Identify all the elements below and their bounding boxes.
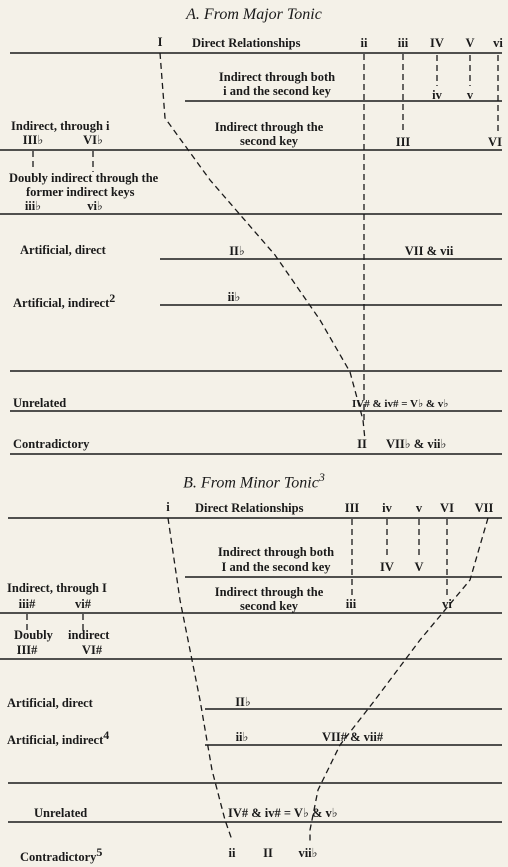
b-chord-vi-sharp: vi# [75,597,91,611]
a-chord-VII-flat-and-vii-flat: VII♭ & vii♭ [386,437,447,451]
a-direct-label: Direct Relationships [192,36,301,50]
a-chord-ii-flat: ii♭ [227,290,241,304]
b-dash-VII-curve [310,518,488,842]
a-chord-III-flat: III♭ [22,133,44,147]
b-chord-VI: VI [440,501,454,515]
a-indirect-both-label-1: Indirect through both [218,70,336,84]
b-chord-ii: ii [228,846,236,860]
b-contradictory-text: Contradictory [20,850,97,865]
a-chord-iii: iii [397,36,409,50]
b-chord-vi: vi [442,597,452,611]
b-direct-label: Direct Relationships [195,501,304,515]
b-indirect-through-I-label: Indirect, through I [7,581,107,595]
b-chord-II-flat: II♭ [235,695,251,709]
a-chord-VI: VI [488,135,502,149]
a-chord-III: III [395,135,411,149]
a-chord-V: V [465,36,475,50]
b-chord-VI-sharp: VI# [81,643,103,657]
a-artificial-indirect-label [13,292,115,310]
b-indirect-both-label-2: I and the second key [221,560,331,574]
b-indirect-second-label-1: Indirect through the [214,585,324,599]
b-artificial-indirect-label [7,729,109,747]
title-minor-tonic [183,471,325,491]
a-chord-vi: vi [493,36,503,50]
a-chord-IV: IV [430,36,444,50]
a-dash-tonic-curve [160,53,365,440]
a-chord-I: I [157,35,163,49]
b-chord-II: II [263,846,273,860]
b-footnote-4: 4 [103,728,110,742]
b-unrelated-label: Unrelated [34,806,88,820]
b-chord-vii-flat: vii♭ [298,846,318,860]
a-artificial-direct-label: Artificial, direct [20,243,106,257]
a-chord-VI-flat: VI♭ [83,133,103,147]
a-artificial-indirect-text: Artificial, indirect [13,296,110,311]
b-chord-V: V [414,560,424,574]
a-footnote-2: 2 [109,291,116,305]
a-unrelated-chords: IV# & iv# = V♭ & v♭ [352,398,449,410]
title-minor-text: B. From Minor Tonic [183,474,319,492]
a-doubly-label-1: Doubly indirect through the [9,171,159,185]
a-indirect-through-i-label: Indirect, through i [11,119,110,133]
b-footnote-5: 5 [96,845,103,859]
b-artificial-indirect-text: Artificial, indirect [7,733,104,748]
b-chord-VII-sharp-and-vii-sharp: VII# & vii# [322,730,384,744]
b-chord-iv: iv [382,501,392,515]
b-indirect-second-label-2: second key [240,599,298,613]
a-chord-iii-flat: iii♭ [24,199,42,213]
b-chord-iii: iii [345,597,357,611]
b-chord-VII: VII [474,501,494,515]
a-doubly-label-2: former indirect keys [26,185,135,199]
a-indirect-second-label-1: Indirect through the [214,120,324,134]
b-chord-III-sharp: III# [16,643,38,657]
b-doubly-label-2: indirect [68,628,110,642]
a-chord-II: II [357,437,367,451]
a-indirect-second-label-2: second key [240,134,298,148]
a-chord-ii: ii [360,36,368,50]
b-chord-i: i [166,500,170,514]
a-indirect-both-label-2: i and the second key [223,84,331,98]
title-major-tonic: A. From Major Tonic [186,6,322,23]
a-contradictory-label: Contradictory [13,437,90,451]
a-chord-iv: iv [432,88,442,102]
b-footnote-3: 3 [318,470,325,484]
a-chord-II-flat: II♭ [229,244,245,258]
b-indirect-both-label-1: Indirect through both [217,545,335,559]
b-chord-IV: IV [380,560,394,574]
a-chord-v: v [466,88,474,102]
b-chord-v: v [415,501,423,515]
a-chord-vi-flat: vi♭ [87,199,103,213]
b-doubly-label-1: Doubly [14,628,53,642]
b-artificial-direct-label: Artificial, direct [7,696,93,710]
b-chord-III: III [344,501,360,515]
a-chord-VII-and-vii: VII & vii [404,244,454,258]
b-contradictory-label [20,846,102,864]
b-unrelated-chords: IV# & iv# = V♭ & v♭ [228,806,338,820]
b-chord-ii-flat: ii♭ [235,730,249,744]
b-chord-iii-sharp: iii# [18,597,36,611]
a-unrelated-label: Unrelated [13,396,67,410]
